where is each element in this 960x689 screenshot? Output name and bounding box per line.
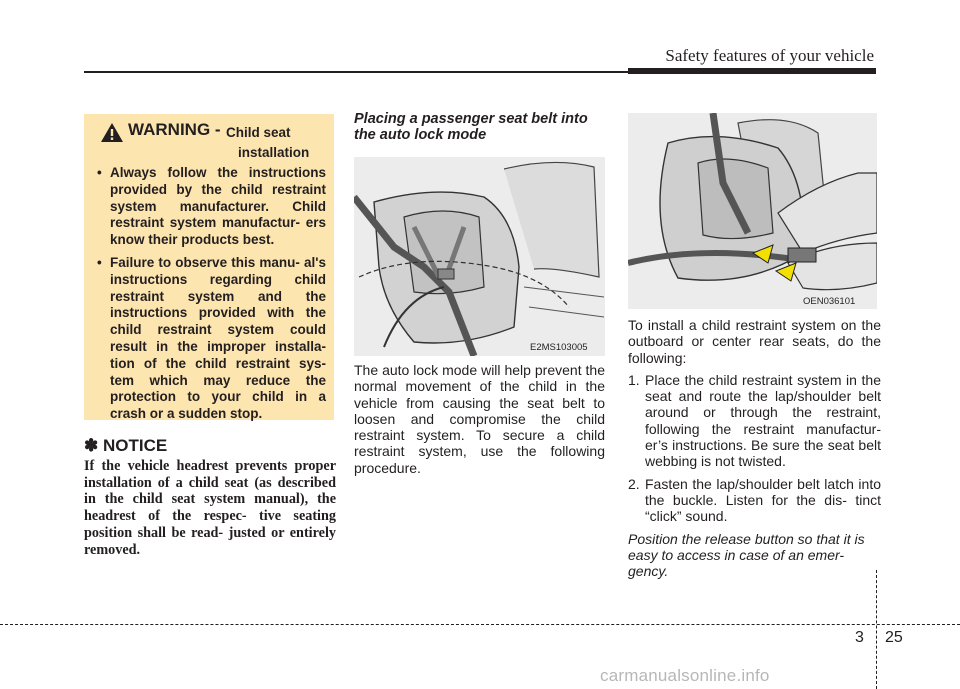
install-step (623, 476, 881, 525)
warning-bullet: • Always follow the instructions provided by the child restraint system manufacturer. Child restraint system manufactur- ers know their products best. (90, 165, 326, 249)
child-seat-buckle-drawing (628, 113, 877, 309)
seat-belt-illustration (354, 157, 605, 356)
step-number: 2. (628, 475, 640, 492)
release-button-tip: Position the release button so that it is easy to access in case of an emer- gency. (628, 530, 865, 580)
step-text: Fasten the lap/shoulder belt latch into the buckle. Listen for the dis- tinct “click” sound. (645, 475, 881, 525)
chapter-number: 3 (855, 629, 864, 646)
step-text: Place the child restraint system in the seat and route the lap/shoulder belt around or through the restraint, following the restraint manufactur- er’s instructions. Be sure the seat belt webbing is not twisted. (645, 371, 881, 470)
install-intro: To install a child restraint system on the outboard or center rear seats, do the following: (628, 317, 881, 366)
buckle-illustration (628, 113, 877, 309)
notice-title: ✽ NOTICE (84, 436, 168, 455)
warning-subtitle-1: Child seat (226, 125, 291, 140)
subheading: Placing a passenger seat belt into the auto lock mode (354, 111, 588, 143)
install-step (623, 372, 881, 470)
warning-bullet: • Failure to observe this manu- al's instructions regarding child restraint system and the instructions provided with the child restraint system could result in the improper installa- tion of the child restraint sys- tem which may reduce the protection to your child in a crash or a sudden stop. (90, 255, 326, 423)
section-title: Safety features of your vehicle (665, 46, 874, 65)
figure-label: OEN036101 (803, 296, 856, 307)
warning-bullets (90, 165, 326, 429)
auto-lock-paragraph: The auto lock mode will help prevent the normal movement of the child in the vehicle from causing the seat belt to loosen and compromise the child restraint system. To secure a child restraint system, use the following procedure. (354, 362, 605, 476)
header-rule-accent (628, 68, 876, 74)
notice-text: If the vehicle headrest prevents proper installation of a child seat (as described in the child seat system manual), the headrest of the respec- tive seating position shall be read- justed or entirely removed. (84, 458, 336, 558)
warning-label: WARNING - (128, 120, 221, 139)
page-number: 25 (885, 629, 903, 646)
warning-heading (98, 120, 328, 166)
step-number: 1. (628, 371, 640, 388)
figure-label: E2MS103005 (530, 342, 588, 353)
child-seat-drawing (354, 157, 605, 356)
footer-rule (0, 624, 960, 625)
watermark: carmanualsonline.info (600, 666, 770, 685)
warning-triangle-icon (100, 122, 124, 143)
install-instructions (623, 317, 881, 579)
footer-divider (876, 570, 877, 689)
warning-subtitle-2: installation (238, 145, 310, 160)
